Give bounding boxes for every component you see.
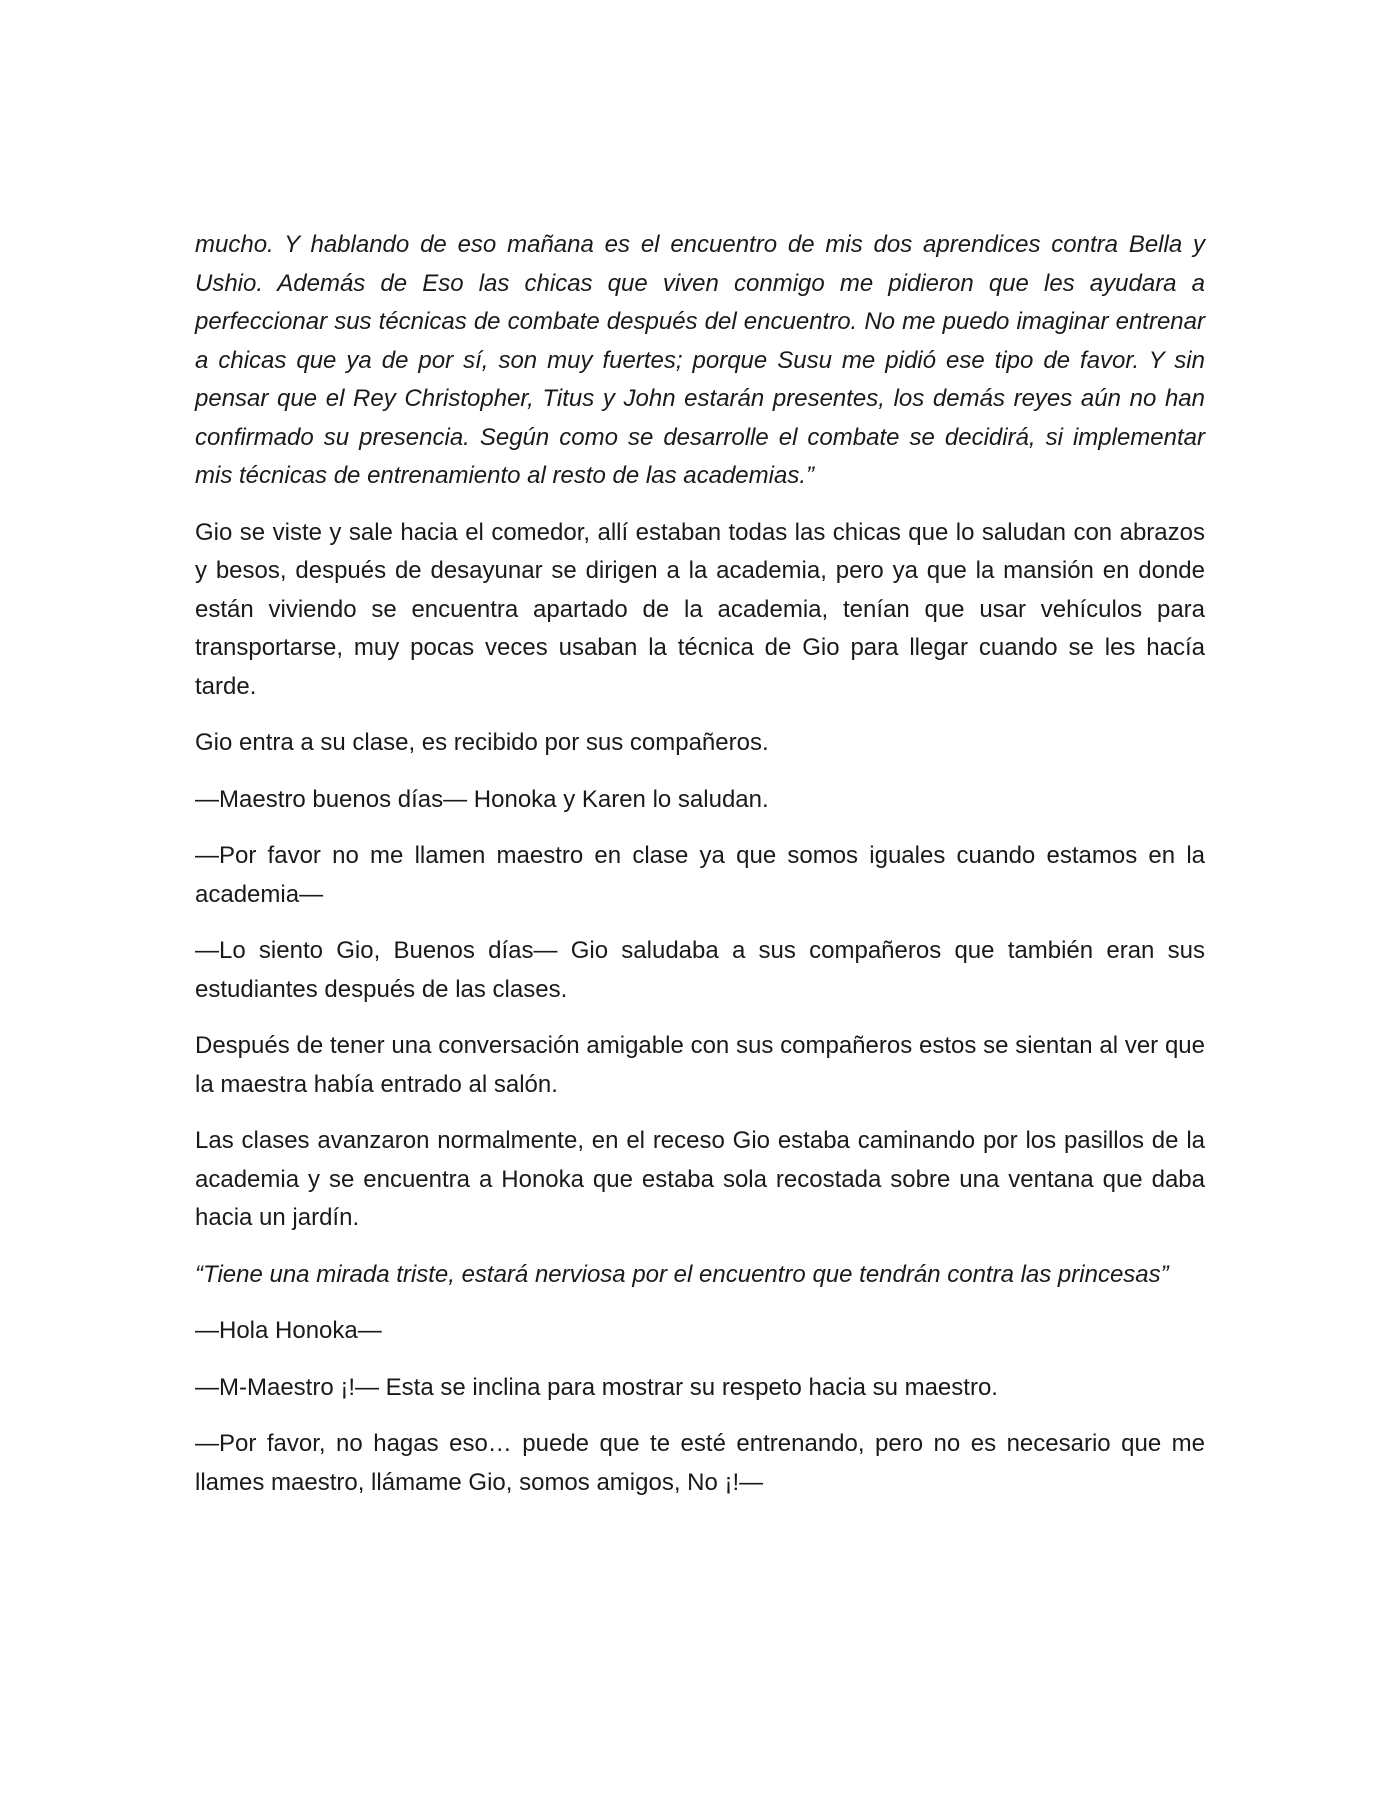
- paragraph-dialogue: —Lo siento Gio, Buenos días— Gio saludaba a sus compañeros que también eran sus estudiantes después de las clases.: [195, 937, 1205, 1003]
- paragraph-narration-class: Gio entra a su clase, es recibido por sus compañeros.: [195, 729, 769, 756]
- paragraph-thought: “Tiene una mirada triste, estará nerviosa por el encuentro que tendrán contra las princesas”: [195, 1260, 1169, 1288]
- paragraph-dialogue: —Hola Honoka—: [195, 1317, 382, 1344]
- paragraph-dialogue: —Por favor no me llamen maestro en clase ya que somos iguales cuando estamos en la academia—: [195, 842, 1205, 908]
- paragraph-narration-teacher: Después de tener una conversación amigable con sus compañeros estos se sientan al ver que la maestra había entrado al salón.: [195, 1032, 1205, 1098]
- paragraph-narration-recess: Las clases avanzaron normalmente, en el receso Gio estaba caminando por los pasillos de la academia y se encuentra a Honoka que estaba sola recostada sobre una ventana que daba hacia un jardín.: [195, 1127, 1205, 1231]
- paragraph-dialogue: —M-Maestro ¡!— Esta se inclina para mostrar su respeto hacia su maestro.: [195, 1373, 998, 1401]
- paragraph-narration-morning: Gio se viste y sale hacia el comedor, allí estaban todas las chicas que lo saludan con abrazos y besos, después de desayunar se dirigen a la academia, pero ya que la mansión en donde están viviendo se encuentra apartado de la academia, tenían que usar vehículos para transportarse, muy pocas veces usaban la técnica de Gio para llegar cuando se les hacía tarde.: [195, 518, 1205, 700]
- paragraph-internal-monologue: mucho. Y hablando de eso mañana es el encuentro de mis dos aprendices contra Bella y Ushio. Además de Eso las chicas que viven conmigo me pidieron que les ayudara a perfeccionar sus técnicas de combate después del encuentro. No me puedo imaginar entrenar a chicas que ya de por sí, son muy fuertes; porque Susu me pidió ese tipo de favor. Y sin pensar que el Rey Christopher, Titus y John estarán presentes, los demás reyes aún no han confirmado su presencia. Según como se desarrolle el combate se decidirá, si implementar mis técnicas de entrenamiento al resto de las academias.”: [195, 231, 1205, 489]
- document-body: [195, 226, 1205, 1520]
- paragraph-dialogue: —Por favor, no hagas eso… puede que te esté entrenando, pero no es necesario que me llames maestro, llámame Gio, somos amigos, No ¡!—: [195, 1430, 1205, 1496]
- paragraph-dialogue: —Maestro buenos días— Honoka y Karen lo saludan.: [195, 785, 769, 813]
